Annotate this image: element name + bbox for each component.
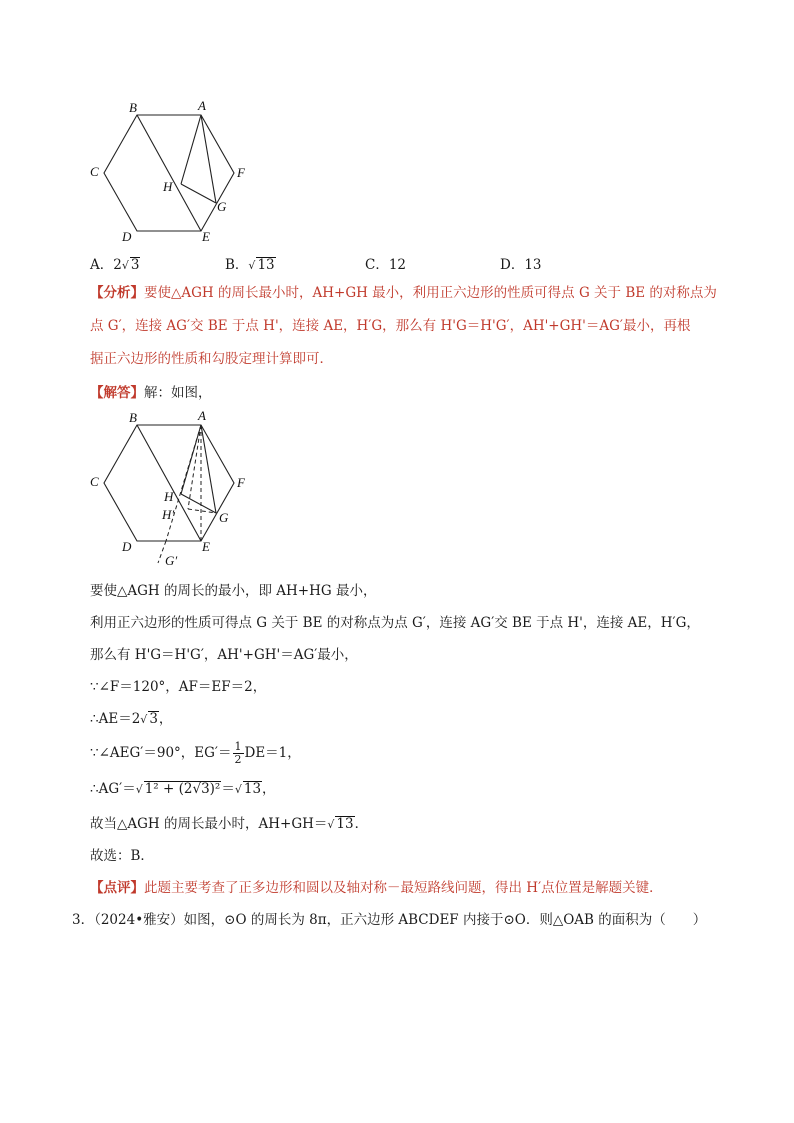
label2-H: H	[164, 489, 174, 504]
option-b: B．√ 13	[225, 257, 275, 273]
label-G: G	[217, 199, 227, 214]
question-3: 3．（2024•雅安）如图，⊙O 的周长为 8π，正六边形 ABCDEF 内接于⊙O．则△OAB 的面积为（ ）	[72, 912, 707, 928]
solution-line-1: 要使△AGH 的周长的最小，即 AH+HG 最小，	[90, 583, 377, 599]
label-E: E	[202, 229, 210, 244]
label2-G-prime: G′	[165, 553, 178, 568]
hexagon-diagram-2	[85, 405, 255, 575]
comment-line: 【点评】此题主要考查了正多边形和圆以及轴对称－最短路线问题，得出 H′点位置是解题关键．	[90, 880, 663, 896]
option-a: A．2√ 3	[90, 257, 140, 273]
label2-A: A	[198, 408, 206, 423]
solution-line-7: ∴AG′＝√ 1² + (2√3)²＝√ 13，	[90, 781, 276, 797]
hexagon-diagram-1	[85, 95, 255, 250]
solution-line-5: ∴AE＝2√ 3，	[90, 711, 173, 727]
hexagon-figure-1	[85, 95, 255, 250]
label2-F: F	[237, 475, 245, 490]
label2-G: G	[219, 510, 229, 525]
solution-line-3: 那么有 H'G＝H'G′，AH'+GH'＝AG′最小，	[90, 647, 358, 663]
solution-header: 【解答】解：如图，	[90, 385, 212, 401]
solution-line-6: ∵∠AEG′＝90°，EG′＝ $\frac{1}{2}$ DE＝1，	[90, 740, 301, 766]
solution-line-9: 故选：B．	[90, 848, 154, 864]
option-d: D．13	[500, 257, 542, 273]
label-C: C	[90, 164, 99, 179]
hexagon-figure-2	[85, 405, 255, 575]
solution-line-2: 利用正六边形的性质可得点 G 关于 BE 的对称点为点 G′，连接 AG′交 BE 于点 H'，连接 AE，H′G，	[90, 615, 700, 631]
label-H: H	[163, 179, 173, 194]
label2-E: E	[202, 539, 210, 554]
fraction-one-half: $\frac{1}{2}$	[234, 740, 242, 766]
label2-D: D	[122, 539, 132, 554]
analysis-line-2: 点 G′，连接 AG′交 BE 于点 H'，连接 AE，H′G，那么有 H'G＝H'G′，AH'+GH'＝AG′最小，再根	[90, 318, 691, 334]
analysis-line-3: 据正六边形的性质和勾股定理计算即可．	[90, 351, 333, 367]
label2-C: C	[90, 474, 99, 489]
label-A: A	[198, 98, 206, 113]
label-B: B	[129, 100, 137, 115]
label2-B: B	[129, 410, 137, 425]
solution-line-8: 故当△AGH 的周长最小时，AH+GH＝√ 13．	[90, 816, 369, 832]
label2-H-prime: H′	[162, 507, 175, 522]
label-D: D	[122, 229, 132, 244]
label-F: F	[237, 165, 245, 180]
solution-line-4: ∵∠F＝120°，AF＝EF＝2，	[90, 679, 267, 695]
analysis-line-1: 【分析】要使△AGH 的周长最小时，AH+GH 最小，利用正六边形的性质可得点 G 关于 BE 的对称点为	[90, 285, 717, 301]
option-c: C．12	[365, 257, 407, 273]
